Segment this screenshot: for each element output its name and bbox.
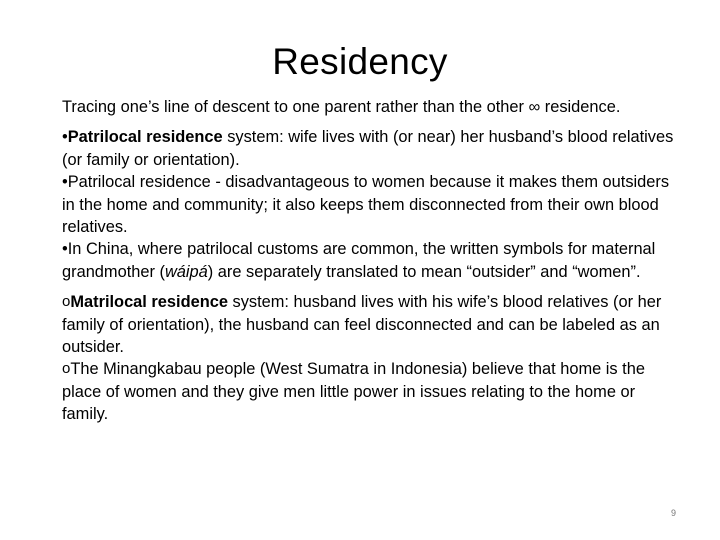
bullet-marker-o: o bbox=[62, 293, 71, 311]
page-number: 9 bbox=[671, 508, 677, 518]
matrilocal-term: Matrilocal residence bbox=[70, 293, 228, 312]
matrilocal-bullet-1 bbox=[62, 291, 682, 358]
intro-paragraph: Tracing one’s line of descent to one parent rather than the other ∞ residence. bbox=[62, 98, 621, 116]
slide-title: Residency bbox=[272, 41, 448, 82]
section-spacer bbox=[62, 283, 682, 291]
bullet-marker: • bbox=[62, 128, 68, 147]
china-text-start: In China, where patrilocal customs are common, the written symbols for maternal grandmother ( bbox=[62, 240, 656, 281]
patrilocal-bullet-3 bbox=[62, 238, 682, 283]
patrilocal-definition: system: wife lives with (or near) her husband’s blood relatives (or family or orientation). bbox=[62, 128, 674, 169]
patrilocal-bullet-1 bbox=[62, 126, 682, 171]
waipa-term: wáipá bbox=[164, 262, 208, 281]
patrilocal-bullet-2 bbox=[62, 171, 682, 238]
matrilocal-bullet-2 bbox=[62, 358, 682, 425]
bullet-marker: • bbox=[62, 173, 68, 192]
patrilocal-disadvantage-text: Patrilocal residence - disadvantageous to women because it makes them outsiders in the home and community; it also keeps them disconnected from their own blood relatives. bbox=[62, 173, 670, 237]
china-text-end: ) are separately translated to mean “outsider” and “women”. bbox=[207, 262, 641, 281]
slide-body bbox=[62, 96, 682, 426]
bullet-marker-o: o bbox=[62, 360, 71, 378]
minangkabau-text: The Minangkabau people (West Sumatra in Indonesia) believe that home is the place of women and they give men little power in issues relating to the home or family. bbox=[62, 360, 645, 424]
matrilocal-definition: system: husband lives with his wife’s blood relatives (or her family of orientation), the husband can feel disconnected and can be labeled as an outsider. bbox=[62, 293, 662, 357]
bullet-marker: • bbox=[62, 240, 68, 259]
patrilocal-term: Patrilocal residence bbox=[67, 128, 223, 147]
